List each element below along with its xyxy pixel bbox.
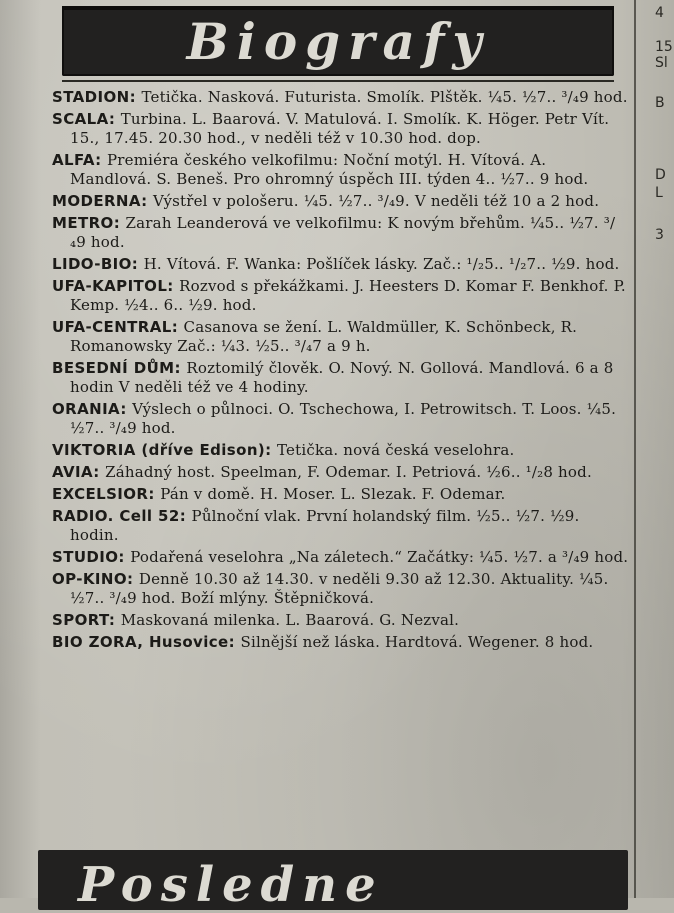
listing-entry (52, 611, 630, 630)
listing-text: Maskovaná milenka. L. Baarová. G. Nezval. (120, 611, 460, 629)
listing-entry (52, 88, 630, 107)
adjacent-column-fragment: Sl (655, 55, 668, 71)
listing-entry (52, 400, 630, 438)
adjacent-column-fragment: 4 (655, 5, 664, 21)
listing-text: Casanova se žení. L. Waldmüller, K. Schönbeck, R. Romanowsky Zač.: ¼3. ½5.. ³/₄7 a 9 h. (70, 318, 578, 355)
cinema-name: STADION: (52, 88, 137, 106)
listing-text: Denně 10.30 až 14.30. v neděli 9.30 až 12.30. Aktuality. ¼5. ½7.. ³/₄9 hod. Boží mlýny. Štěpničková. (70, 570, 609, 607)
listing-entry (52, 485, 630, 504)
listing-entry (52, 441, 630, 460)
listing-entry (52, 277, 630, 315)
header-top-line (62, 6, 614, 10)
next-section-title: Posledne (78, 857, 384, 913)
adjacent-column-fragment: B (655, 95, 665, 111)
cinema-listings (52, 88, 630, 655)
column-divider (634, 0, 636, 898)
listing-text: Premiéra českého velkofilmu: Noční motýl. H. Vítová. A. Mandlová. S. Beneš. Pro ohromný úspěch III. týden 4.. ½7.. 9 hod. (70, 151, 589, 188)
listing-entry (52, 110, 630, 148)
adjacent-column-fragment: 3 (655, 227, 664, 243)
cinema-name: METRO: (52, 214, 121, 232)
listing-text: Tetička. Nasková. Futurista. Smolík. Plštěk. ¼5. ½7.. ³/₄9 hod. (141, 88, 628, 106)
cinema-name: ORANIA: (52, 400, 127, 418)
cinema-name: UFA-KAPITOL: (52, 277, 174, 295)
cinema-name: UFA-CENTRAL: (52, 318, 179, 336)
listing-entry (52, 318, 630, 356)
listing-text: Pán v domě. H. Moser. L. Slezak. F. Odemar. (160, 485, 506, 503)
listing-text: Rozvod s překážkami. J. Heesters D. Komar F. Benkhof. P. Kemp. ½4.. 6.. ½9. hod. (70, 277, 626, 314)
listing-text: Půlnoční vlak. První holandský film. ½5.. ½7. ½9. hodin. (70, 507, 580, 544)
cinema-name: STUDIO: (52, 548, 125, 566)
listing-entry (52, 151, 630, 189)
listing-text: Výstřel v pološeru. ¼5. ½7.. ³/₄9. V neděli též 10 a 2 hod. (153, 192, 600, 210)
next-section-header-banner (38, 850, 628, 913)
listing-text: Podařená veselohra „Na záletech.“ Začátky: ¼5. ½7. a ³/₄9 hod. (130, 548, 629, 566)
section-title: Biografy (186, 12, 490, 71)
adjacent-column-fragment: 15 (655, 39, 673, 55)
listing-entry (52, 463, 630, 482)
cinema-name: RADIO. Cell 52: (52, 507, 187, 525)
section-header-banner (62, 6, 614, 76)
cinema-name: LIDO-BIO: (52, 255, 139, 273)
header-rule (62, 80, 614, 82)
adjacent-column-fragment: L (655, 185, 663, 201)
adjacent-column-fragment: D (655, 167, 666, 183)
listing-text: Výslech o půlnoci. O. Tschechowa, I. Petrowitsch. T. Loos. ¼5. ½7.. ³/₄9 hod. (70, 400, 617, 437)
listing-entry (52, 507, 630, 545)
listing-text: Záhadný host. Speelman, F. Odemar. I. Petriová. ½6.. ¹/₂8 hod. (105, 463, 592, 481)
cinema-name: SCALA: (52, 110, 116, 128)
listing-text: Roztomilý člověk. O. Nový. N. Gollová. Mandlová. 6 a 8 hodin V neděli též ve 4 hodiny. (70, 359, 614, 396)
listing-entry (52, 633, 630, 652)
cinema-name: ALFA: (52, 151, 102, 169)
listing-text: Silnější než láska. Hardtová. Wegener. 8 hod. (240, 633, 594, 651)
listing-entry (52, 214, 630, 252)
cinema-name: BIO ZORA, Husovice: (52, 633, 236, 651)
cinema-name: EXCELSIOR: (52, 485, 155, 503)
listing-entry (52, 255, 630, 274)
cinema-name: OP-KINO: (52, 570, 134, 588)
listing-entry (52, 548, 630, 567)
listing-entry (52, 570, 630, 608)
cinema-name: SPORT: (52, 611, 116, 629)
cinema-name: AVIA: (52, 463, 100, 481)
cinema-name: VIKTORIA (dříve Edison): (52, 441, 272, 459)
cinema-name: BESEDNÍ DŮM: (52, 359, 181, 377)
listing-text: Zarah Leanderová ve velkofilmu: K novým břehům. ¼5.. ½7. ³/₄9 hod. (70, 214, 616, 251)
cinema-name: MODERNA: (52, 192, 148, 210)
listing-text: Turbina. L. Baarová. V. Matulová. I. Smolík. K. Höger. Petr Vít. 15., 17.45. 20.30 hod., v neděli též v 10.30 hod. dop. (70, 110, 610, 147)
listing-entry (52, 359, 630, 397)
listing-text: H. Vítová. F. Wanka: Pošlíček lásky. Zač.: ¹/₂5.. ¹/₂7.. ½9. hod. (143, 255, 620, 273)
listing-text: Tetička. nová česká veselohra. (277, 441, 515, 459)
listing-entry (52, 192, 630, 211)
adjacent-column (641, 0, 674, 898)
